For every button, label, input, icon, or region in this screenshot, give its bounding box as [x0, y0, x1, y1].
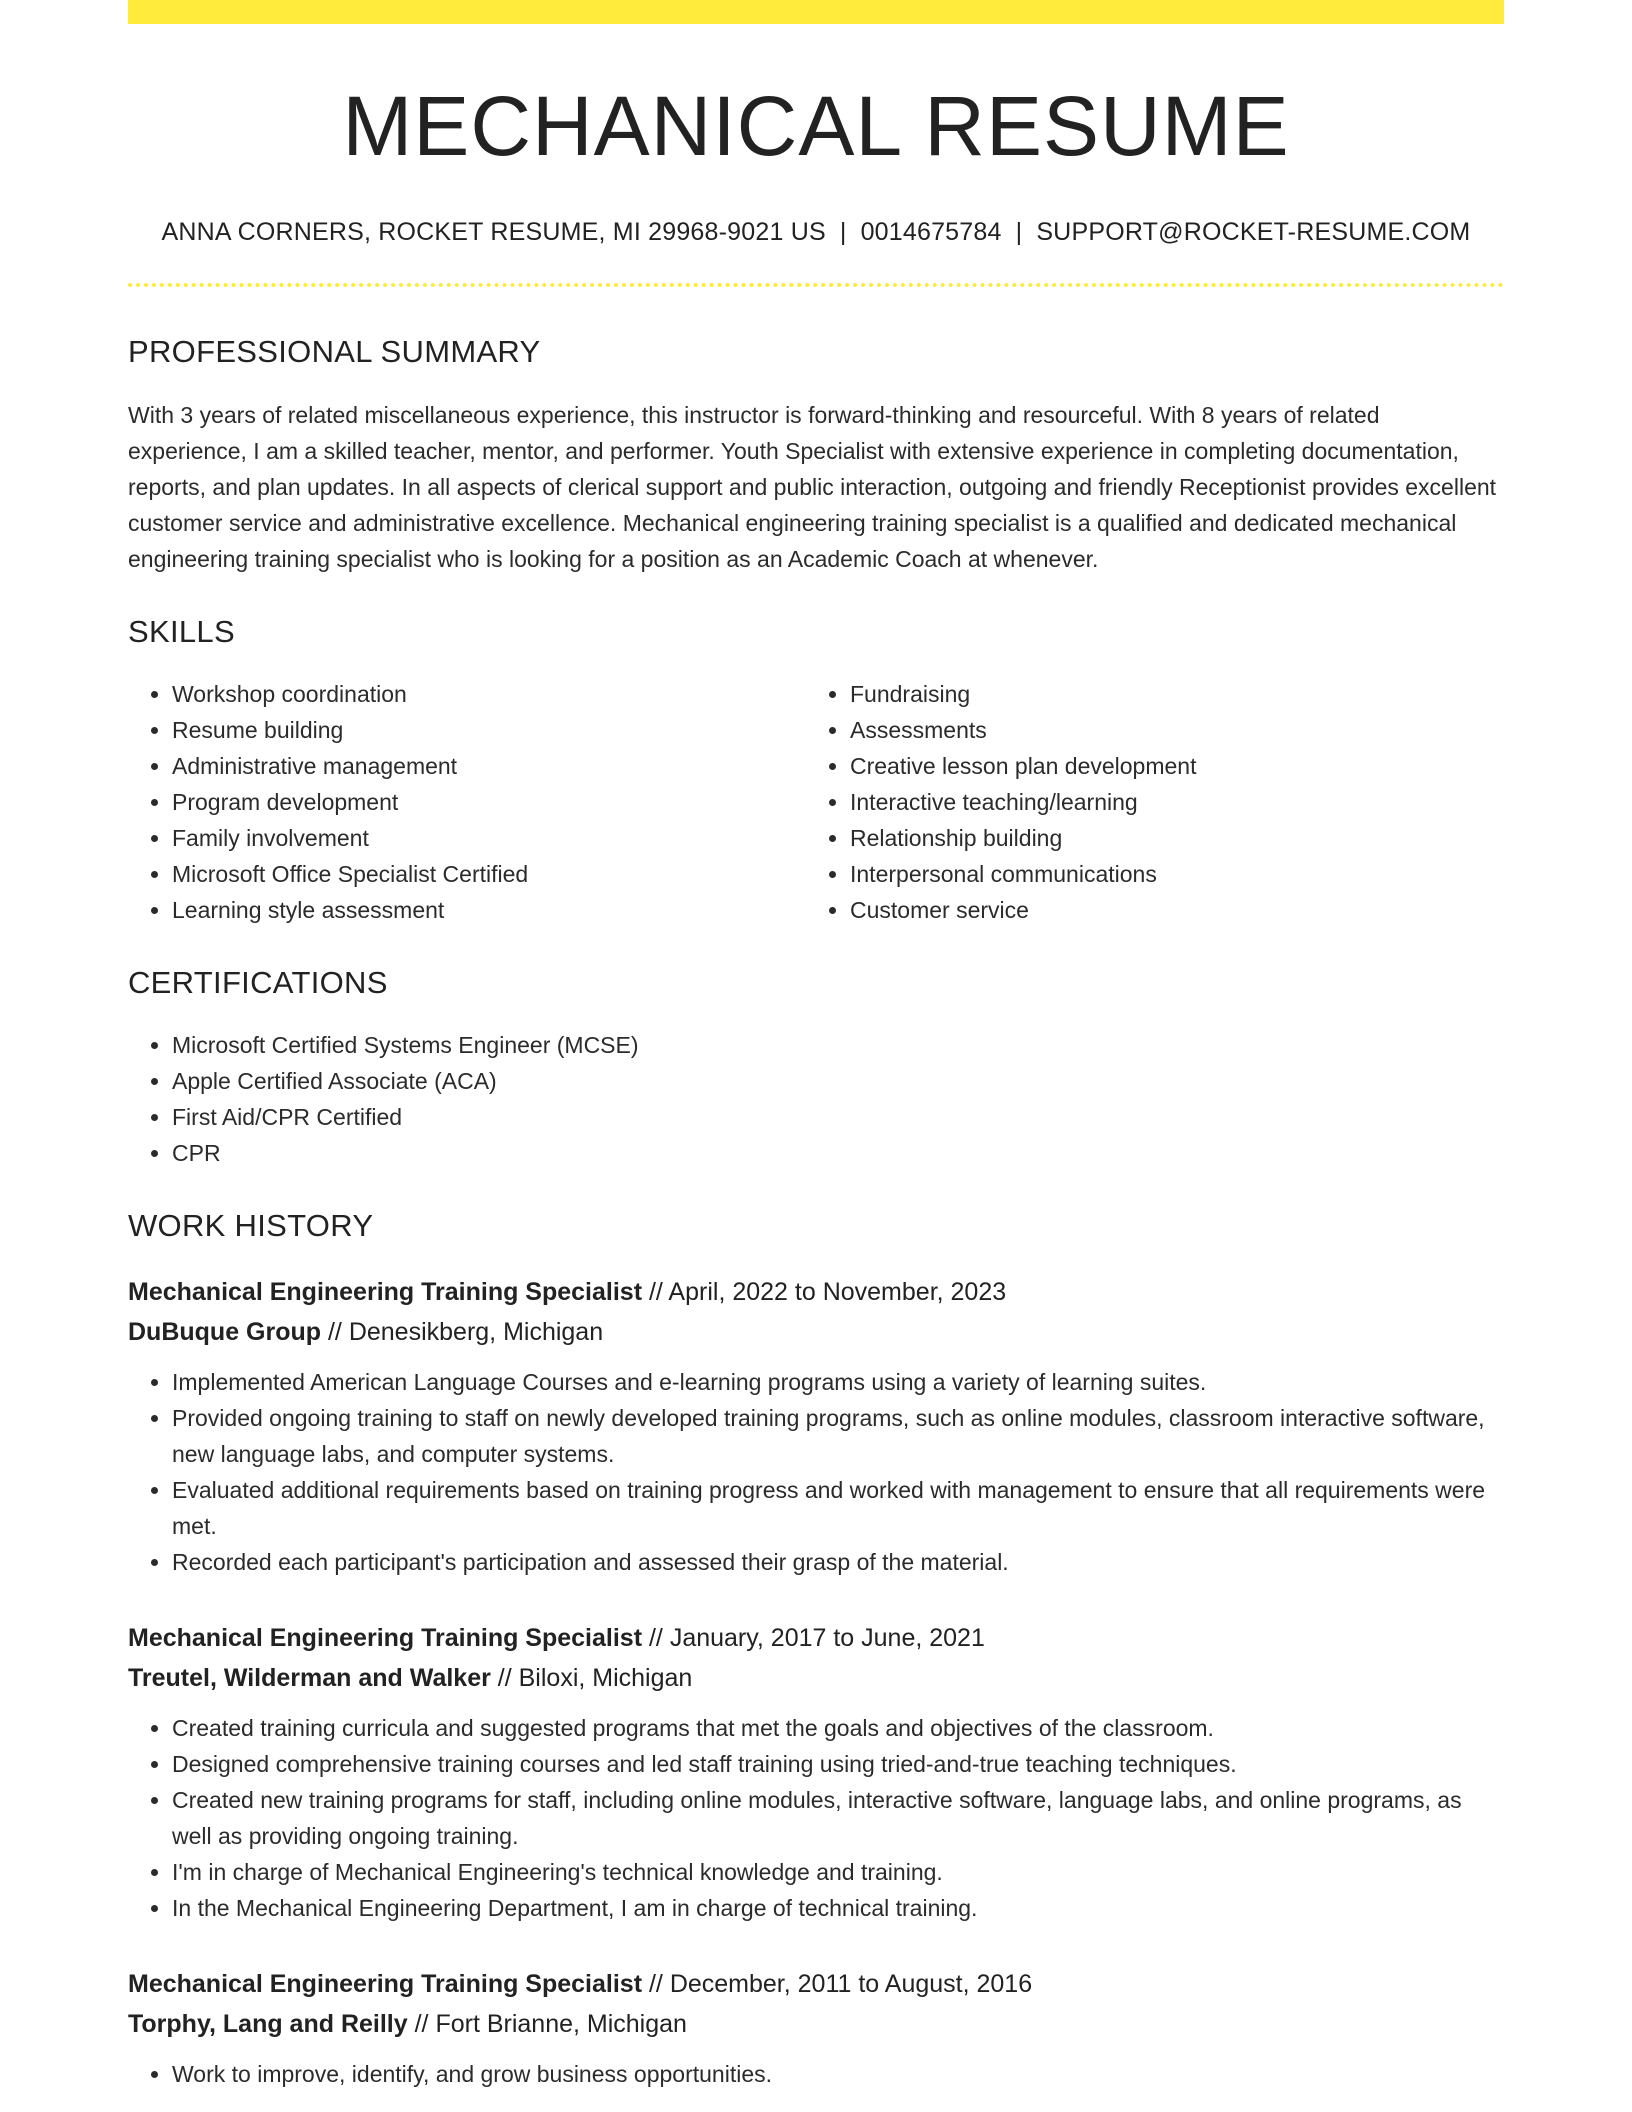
job-entry	[128, 1618, 1504, 1926]
work-history-heading: WORK HISTORY	[128, 1207, 374, 1243]
skills-heading: SKILLS	[128, 613, 235, 649]
certification-item: • First Aid/CPR Certified	[172, 1099, 1504, 1135]
skill-item: • Assessments	[850, 712, 1484, 748]
job-company: DuBuque Group	[128, 1318, 322, 1347]
job-company: Treutel, Wilderman and Walker	[128, 1664, 491, 1693]
dotted-divider	[128, 283, 1504, 287]
resume-title: MECHANICAL RESUME	[342, 79, 1290, 173]
skill-item: • Customer service	[850, 892, 1484, 928]
contact-phone: 0014675784	[860, 218, 1002, 247]
job-location: // Denesikberg, Michigan	[321, 1318, 604, 1347]
job-title: Mechanical Engineering Training Specialist	[128, 1970, 643, 1999]
resume-page	[128, 0, 1504, 2092]
skill-item: • Creative lesson plan development	[850, 748, 1484, 784]
contact-email: SUPPORT@ROCKET-RESUME.COM	[1036, 218, 1471, 247]
job-bullets	[128, 1364, 1504, 1580]
job-location: // Biloxi, Michigan	[490, 1664, 693, 1693]
summary-heading: PROFESSIONAL SUMMARY	[128, 334, 541, 370]
job-bullet: • Implemented American Language Courses and e-learning programs using a variety of learning suites.	[172, 1364, 1504, 1400]
job-bullet: • Created new training programs for staff, including online modules, interactive software, language labs, and online programs, as well as providing ongoing training.	[172, 1782, 1504, 1854]
job-bullet: • In the Mechanical Engineering Department, I am in charge of technical training.	[172, 1890, 1504, 1926]
certification-item: • CPR	[172, 1135, 1504, 1171]
job-bullet: • Recorded each participant's participation and assessed their grasp of the material.	[172, 1544, 1504, 1580]
job-bullet: • Evaluated additional requirements based on training progress and worked with management to ensure that all requirements were met.	[172, 1472, 1504, 1544]
certifications-list	[128, 1027, 1504, 1171]
skill-item: • Program development	[172, 784, 806, 820]
skill-item: • Administrative management	[172, 748, 806, 784]
job-title-line	[128, 1272, 1504, 1312]
contact-separator: |	[839, 218, 847, 247]
skill-item: • Learning style assessment	[172, 892, 806, 928]
job-title-line	[128, 1618, 1504, 1658]
skill-item: • Resume building	[172, 712, 806, 748]
skills-column-right	[806, 676, 1484, 928]
skills-list-right	[806, 676, 1484, 928]
contact-address: ANNA CORNERS, ROCKET RESUME, MI 29968-9021 US	[161, 218, 826, 247]
job-company-line	[128, 1312, 1504, 1352]
job-bullet: • Provided ongoing training to staff on newly developed training programs, such as online modules, classroom interactive software, new language labs, and computer systems.	[172, 1400, 1504, 1472]
job-bullet: • Work to improve, identify, and grow business opportunities.	[172, 2056, 1504, 2092]
job-bullet: • I'm in charge of Mechanical Engineering's technical knowledge and training.	[172, 1854, 1504, 1890]
summary-text: With 3 years of related miscellaneous experience, this instructor is forward-thinking and resourceful. With 8 years of related experience, I am a skilled teacher, mentor, and performer. Youth Specialist with extensive experience in completing documentation, reports, and plan updates. In all aspects of clerical support and public interaction, outgoing and friendly Receptionist provides excellent customer service and administrative excellence. Mechanical engineering training specialist is a qualified and dedicated mechanical engineering training specialist who is looking for a position as an Academic Coach at whenever.	[128, 401, 1497, 572]
job-title-line	[128, 1964, 1504, 2004]
job-bullets	[128, 2056, 1504, 2092]
certification-item: • Apple Certified Associate (ACA)	[172, 1063, 1504, 1099]
skills-column-left	[128, 676, 806, 928]
job-dates: // April, 2022 to November, 2023	[642, 1278, 1007, 1307]
skill-item: • Workshop coordination	[172, 676, 806, 712]
job-company-line	[128, 1658, 1504, 1698]
job-bullets	[128, 1710, 1504, 1926]
skill-item: • Interactive teaching/learning	[850, 784, 1484, 820]
job-title: Mechanical Engineering Training Specialist	[128, 1624, 643, 1653]
job-company: Torphy, Lang and Reilly	[128, 2010, 408, 2039]
job-dates: // January, 2017 to June, 2021	[642, 1624, 985, 1653]
certifications-heading: CERTIFICATIONS	[128, 964, 388, 1000]
contact-line	[128, 218, 1504, 247]
job-bullet: • Designed comprehensive training courses and led staff training using tried-and-true teaching techniques.	[172, 1746, 1504, 1782]
skill-item: • Family involvement	[172, 820, 806, 856]
skill-item: • Relationship building	[850, 820, 1484, 856]
skills-list-left	[128, 676, 806, 928]
job-entry	[128, 1272, 1504, 1580]
skills-columns	[128, 676, 1504, 928]
job-title: Mechanical Engineering Training Specialist	[128, 1278, 643, 1307]
skill-item: • Microsoft Office Specialist Certified	[172, 856, 806, 892]
job-bullet: • Created training curricula and suggested programs that met the goals and objectives of the classroom.	[172, 1710, 1504, 1746]
certification-item: • Microsoft Certified Systems Engineer (MCSE)	[172, 1027, 1504, 1063]
contact-separator: |	[1015, 218, 1023, 247]
skill-item: • Interpersonal communications	[850, 856, 1484, 892]
job-dates: // December, 2011 to August, 2016	[642, 1970, 1033, 1999]
job-location: // Fort Brianne, Michigan	[407, 2010, 687, 2039]
skill-item: • Fundraising	[850, 676, 1484, 712]
job-entry	[128, 1964, 1504, 2092]
job-company-line	[128, 2004, 1504, 2044]
top-accent-bar	[128, 0, 1504, 24]
